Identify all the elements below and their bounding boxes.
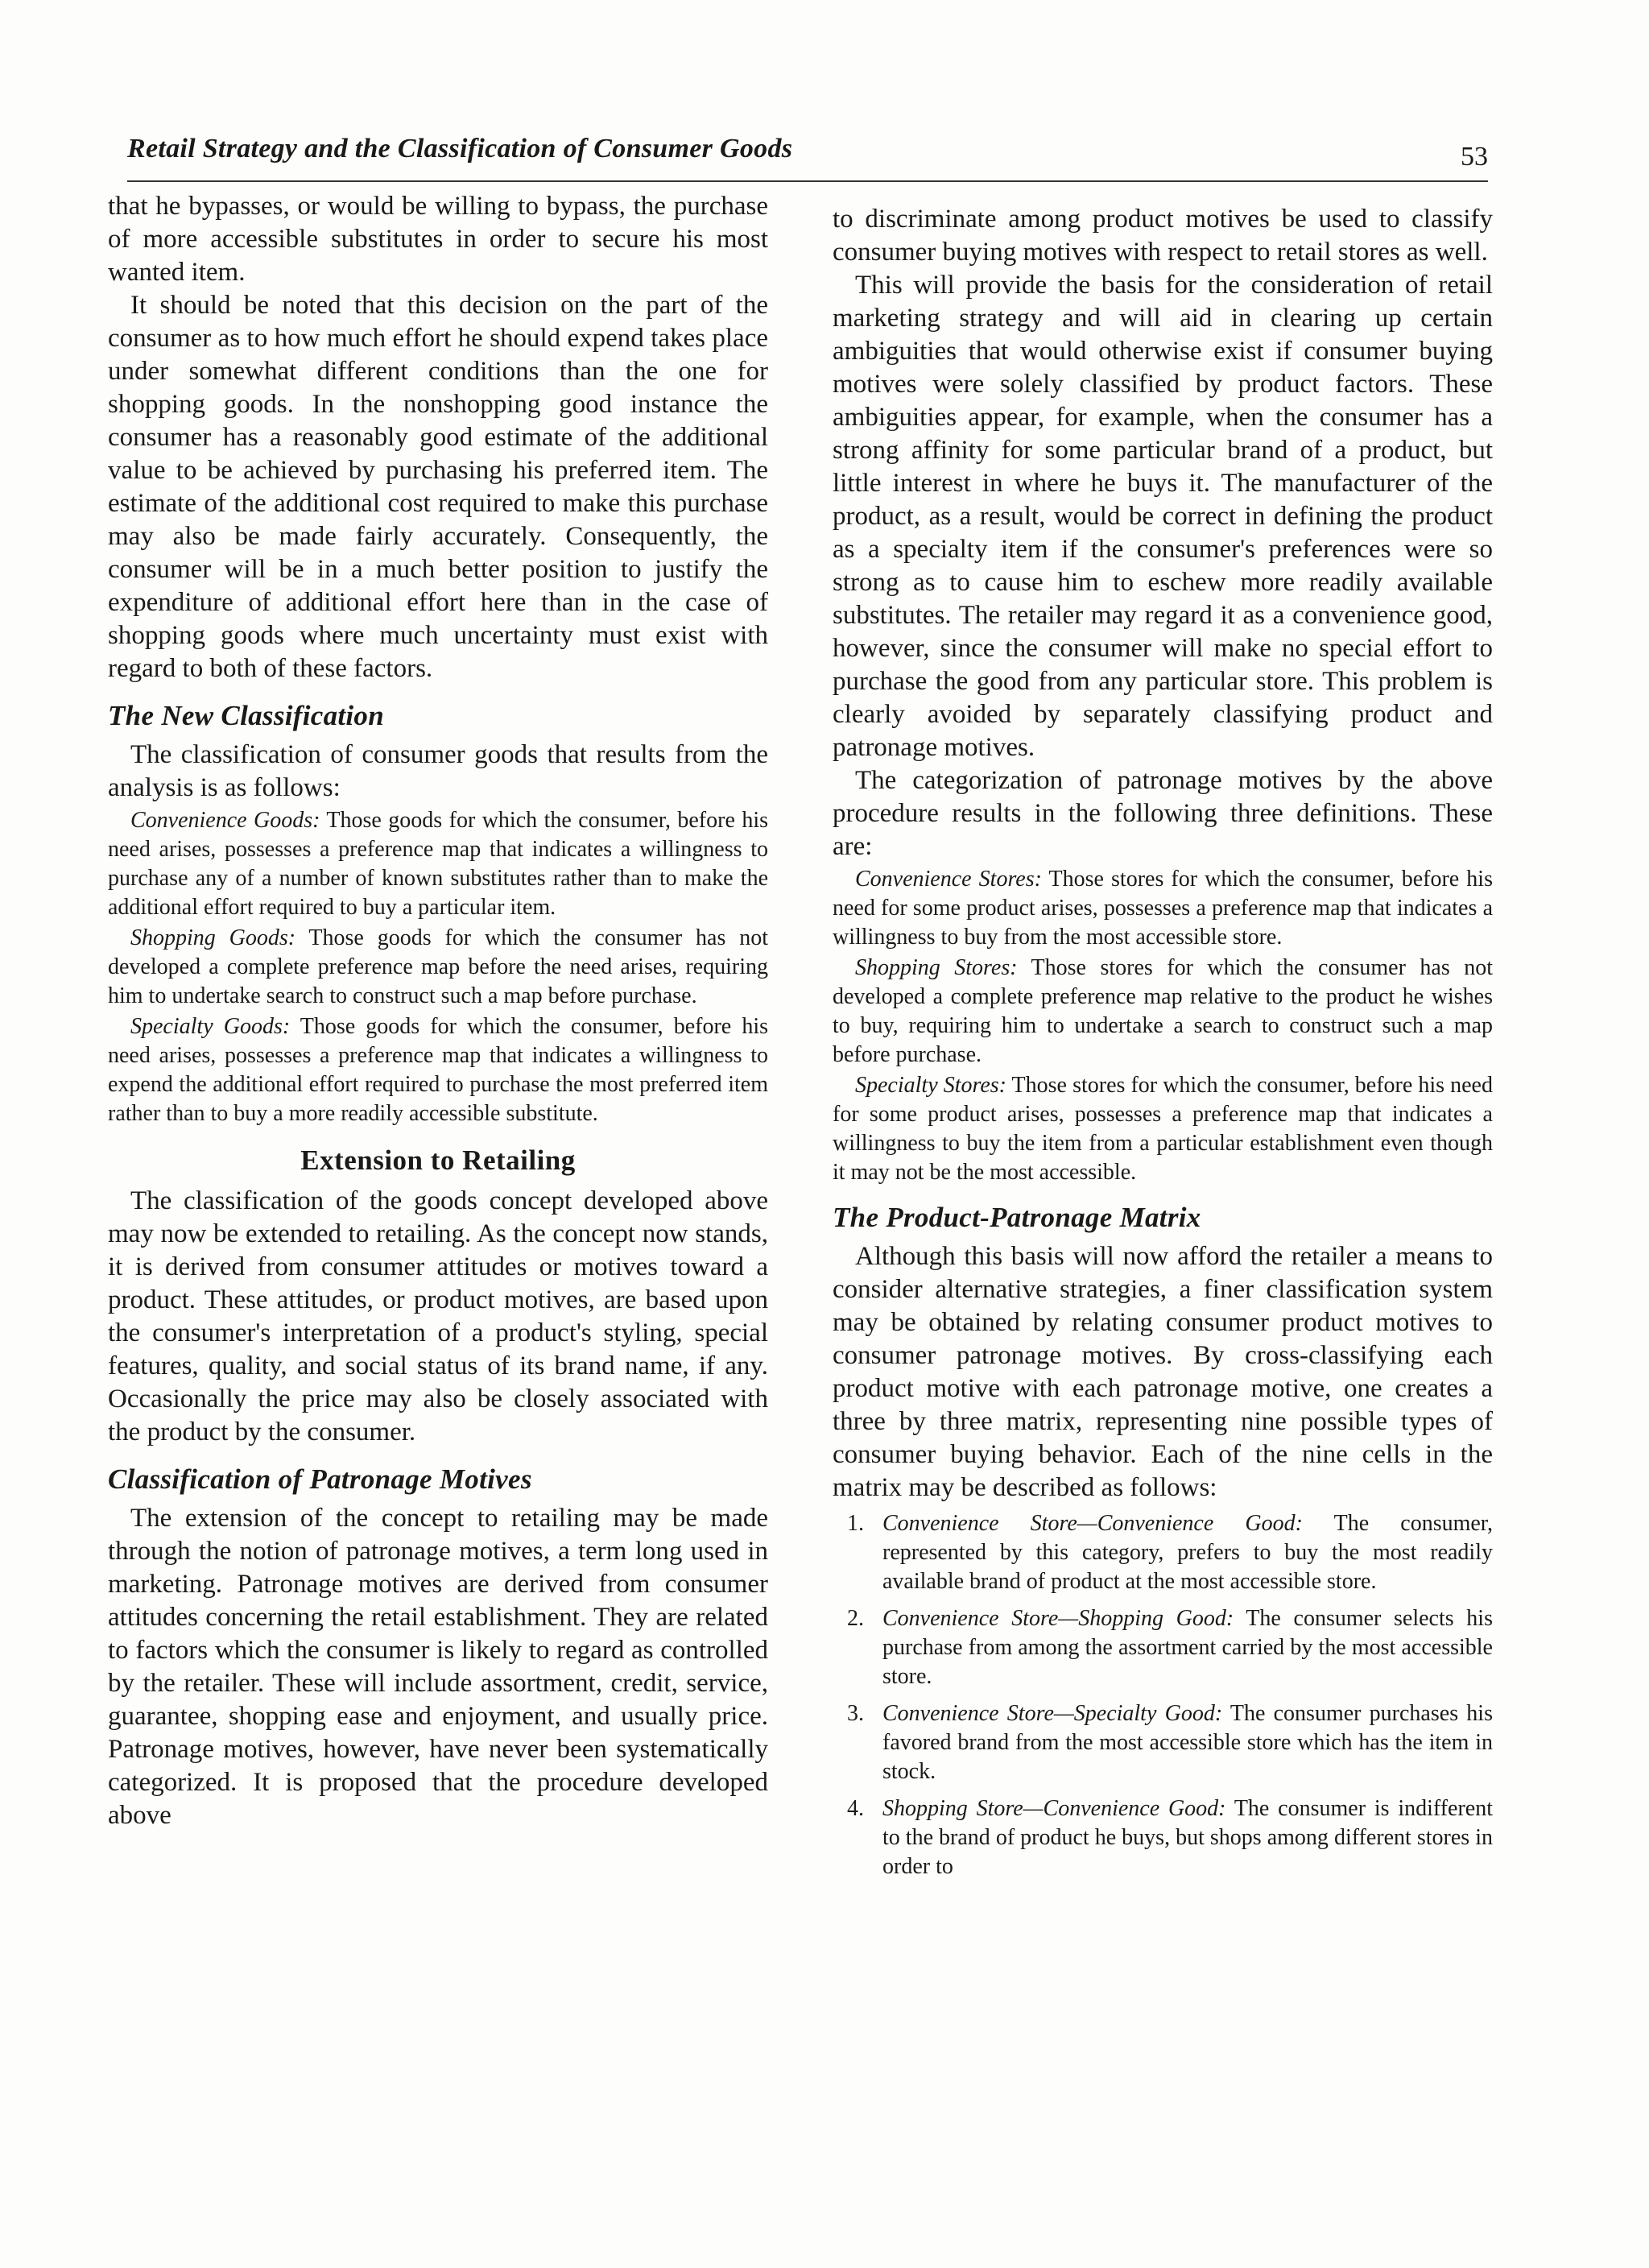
section-heading-patronage-motives: Classification of Patronage Motives	[108, 1463, 532, 1495]
left-column	[108, 190, 768, 1832]
running-head	[127, 129, 1488, 177]
definition-text: Those stores for which the consumer, before his need for some product arises, possesses a preference map that indicates a willingness to buy the item from a particular establishment even though it may not be the most accessible.	[833, 1073, 1493, 1185]
definition-text: Those stores for which the consumer has not developed a complete preference map relative to the product he wishes to buy, requiring him to undertake a search to construct such a map before purchase.	[833, 955, 1493, 1067]
list-item	[833, 1509, 1493, 1596]
section-heading-product-patronage-matrix: The Product-Patronage Matrix	[833, 1202, 1201, 1233]
paragraph: that he bypasses, or would be willing to bypass, the purchase of more accessible substitutes in order to secure his most wanted item.	[108, 192, 768, 287]
list-term: Shopping Store—Convenience Good:	[882, 1796, 1226, 1821]
definition-term: Shopping Goods:	[130, 925, 296, 950]
list-text: The consumer, represented by this category, prefers to buy the most readily available brand of product at the most accessible store.	[882, 1511, 1493, 1594]
list-term: Convenience Store—Shopping Good:	[882, 1606, 1234, 1631]
definition-shopping-goods	[108, 924, 768, 1011]
list-item	[833, 1699, 1493, 1786]
paragraph: Although this basis will now afford the retailer a means to consider alternative strategies, a finer classification system may be obtained by relating consumer product motives to consumer patronage motives. By cross-classifying each product motive with each patronage motive, one creates a three by three matrix, representing nine possible types of consumer buying behavior. Each of the nine cells in the matrix may be described as follows:	[833, 1242, 1493, 1502]
list-term: Convenience Store—Specialty Good:	[882, 1701, 1223, 1726]
definition-specialty-stores	[833, 1071, 1493, 1187]
definition-shopping-stores	[833, 954, 1493, 1070]
section-heading-extension: Extension to Retailing	[300, 1144, 576, 1176]
definition-text: Those goods for which the consumer has not developed a complete preference map before the need arises, requiring him to undertake search to construct such a map before purchase.	[108, 925, 768, 1008]
list-number: 1.	[847, 1511, 864, 1536]
section-heading-new-classification: The New Classification	[108, 700, 384, 731]
definition-term: Shopping Stores:	[855, 955, 1018, 980]
list-item	[833, 1604, 1493, 1691]
definition-term: Specialty Goods:	[130, 1014, 291, 1039]
list-text: The consumer is indifferent to the brand of product he buys, but shops among different stores in order to	[882, 1796, 1493, 1879]
header-rule	[127, 180, 1488, 182]
running-title: Retail Strategy and the Classification of Consumer Goods	[127, 134, 793, 163]
definition-text: Those goods for which the consumer, before his need arises, possesses a preference map that indicates a willingness to purchase any of a number of known substitutes rather than to make the additional effort required to buy a particular item.	[108, 808, 768, 920]
matrix-cell-list	[833, 1509, 1493, 1881]
list-number: 3.	[847, 1701, 864, 1726]
definition-text: Those stores for which the consumer, before his need for some product arises, possesses a preference map that indicates a willingness to buy from the most accessible store.	[833, 867, 1493, 950]
paragraph: The extension of the concept to retailing may be made through the notion of patronage motives, a term long used in marketing. Patronage motives are derived from consumer attitudes concerning the retail establishment. They are related to factors which the consumer is likely to regard as controlled by the retailer. These will include assortment, credit, service, guarantee, shopping ease and enjoyment, and usually price. Patronage motives, however, have never been systematically categorized. It is proposed that the procedure developed above	[108, 1504, 768, 1830]
paragraph: It should be noted that this decision on the part of the consumer as to how much effort he should expend takes place under somewhat different conditions than the one for shopping goods. In the nonshopping good instance the consumer has a reasonably good estimate of the additional value to be achieved by purchasing his preferred item. The estimate of the additional cost required to make this purchase may also be made fairly accurately. Consequently, the consumer will be in a much better position to justify the expenditure of additional effort here than in the case of shopping goods where much uncertainty must exist with regard to both of these factors.	[108, 291, 768, 683]
list-item	[833, 1794, 1493, 1881]
paragraph: This will provide the basis for the consideration of retail marketing strategy and will aid in clearing up certain ambiguities that would otherwise exist if consumer buying motives were solely classified by product factors. These ambiguities appear, for example, when the consumer has a strong affinity for some particular brand of a product, but little interest in where he buys it. The manufacturer of the product, as a result, would be correct in defining the product as a specialty item if the consumer's preferences were so strong as to cause him to eschew more readily available substitutes. The retailer may regard it as a convenience good, however, since the consumer will make no special effort to purchase the good from any particular store. This problem is clearly avoided by separately classifying product and patronage motives.	[833, 271, 1493, 762]
list-text: The consumer selects his purchase from among the assortment carried by the most accessible store.	[882, 1606, 1493, 1689]
paragraph: to discriminate among product motives be used to classify consumer buying motives with respect to retail stores as well.	[833, 205, 1493, 267]
definition-term: Convenience Goods:	[130, 808, 320, 833]
list-text: The consumer purchases his favored brand from the most accessible store which has the item in stock.	[882, 1701, 1493, 1784]
list-number: 4.	[847, 1796, 864, 1821]
definition-convenience-stores	[833, 865, 1493, 952]
definition-term: Specialty Stores:	[855, 1073, 1006, 1098]
definition-specialty-goods	[108, 1012, 768, 1128]
list-term: Convenience Store—Convenience Good:	[882, 1511, 1303, 1536]
paragraph: The classification of the goods concept developed above may now be extended to retailing. As the concept now stands, it is derived from consumer attitudes or motives toward a product. These attitudes, or product motives, are based upon the consumer's interpretation of a product's styling, special features, quality, and social status of its brand name, if any. Occasionally the price may also be closely associated with the product by the consumer.	[108, 1186, 768, 1446]
definition-convenience-goods	[108, 806, 768, 922]
definition-text: Those goods for which the consumer, before his need arises, possesses a preference map that indicates a willingness to expend the additional effort required to purchase the most preferred item rather than to buy a more readily accessible substitute.	[108, 1014, 769, 1126]
paragraph: The classification of consumer goods that results from the analysis is as follows:	[108, 740, 768, 802]
right-column	[833, 203, 1493, 1889]
paragraph: The categorization of patronage motives by the above procedure results in the following three definitions. These are:	[833, 766, 1493, 861]
list-number: 2.	[847, 1606, 864, 1631]
definition-term: Convenience Stores:	[855, 867, 1042, 892]
page-number: 53	[1461, 142, 1488, 172]
